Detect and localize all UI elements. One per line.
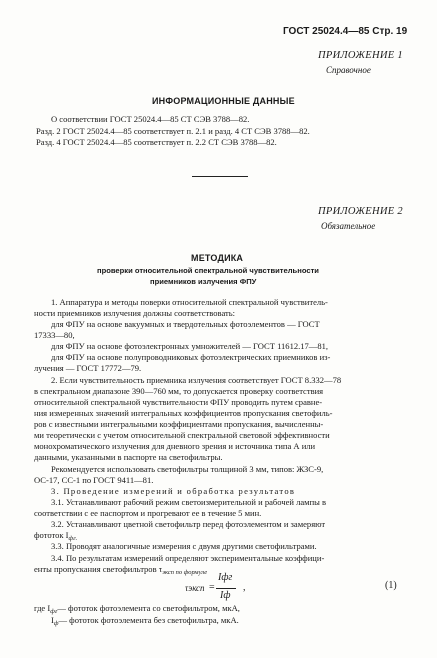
appendix-1-subtitle: Справочное xyxy=(326,65,371,75)
body-line: ности приемников излучения должны соответствовать: xyxy=(34,308,236,318)
body-line: ми теоретически с учетом относительной спектральной световой эффективности xyxy=(34,430,330,440)
appendix-1-line: О соответствии ГОСТ 25024.4—85 СТ СЭВ 3788—82. xyxy=(51,114,250,124)
body-line: для ФПУ на основе фотоэлектронных умножителей — ГОСТ 11612.17—81, xyxy=(51,341,329,351)
appendix-2-title: ПРИЛОЖЕНИЕ 2 xyxy=(318,206,403,217)
body-line: ния измеренных значений интегральных коэффициентов пропускания светофиль- xyxy=(34,408,333,418)
body-line: 2. Если чувствительность приемника излучения соответствует ГОСТ 8.332—78 xyxy=(51,375,342,385)
formula-number: (1) xyxy=(385,580,397,591)
body-line: соответствии с ее паспортом и прогревают ее в течение 5 мин. xyxy=(34,508,262,518)
body-line: данными, указанными в паспорте на светофильтры. xyxy=(34,452,223,462)
where-line-2 xyxy=(51,615,239,629)
body-line: 3.2. Устанавливают цветной светофильтр перед фотоэлементом и замеряют xyxy=(51,519,326,529)
where-lead: где I xyxy=(34,603,51,613)
where-subscript: фг xyxy=(50,608,58,615)
formula-equals: = xyxy=(209,582,215,593)
body-line-subscript: эксп по формуле xyxy=(162,569,208,576)
body-line: 1. Аппаратура и методы поверки относительной спектральной чувствитель- xyxy=(51,297,328,307)
appendix-2-heading-sub2: приемников излучения ФПУ xyxy=(150,277,257,286)
body-line: 3.3. Проводят аналогичные измерения с двумя другими светофильтрами. xyxy=(51,541,317,551)
body-line: 3.1. Устанавливают рабочий режим светоизмерительной и рабочей лампы в xyxy=(51,497,327,507)
appendix-1-line: Разд. 4 ГОСТ 25024.4—85 соответствует п. 2.2 СТ СЭВ 3788—82. xyxy=(36,137,277,147)
appendix-1-heading: ИНФОРМАЦИОННЫЕ ДАННЫЕ xyxy=(152,96,295,106)
section-divider xyxy=(192,176,248,177)
body-line: в спектральном диапазоне 390—760 мм, то допускается проверку соответствия xyxy=(34,386,324,396)
body-line: 17333—80, xyxy=(34,330,75,340)
formula-numerator: Iфг xyxy=(218,572,233,583)
appendix-1-title: ПРИЛОЖЕНИЕ 1 xyxy=(318,50,403,61)
body-line: ров с известными интегральными коэффициентами пропускания, вычисленны- xyxy=(34,419,324,429)
body-line-text: фототок I xyxy=(34,530,69,540)
formula-trailer: , xyxy=(243,582,246,593)
body-line: лучения — ГОСТ 17772—79. xyxy=(34,363,142,373)
body-line-text: енты пропускания светофильтров τ xyxy=(34,564,163,574)
where-text: — фототок фотоэлемента со светофильтром, мкА, xyxy=(57,603,240,613)
body-line: ОС-17, СС-1 по ГОСТ 9411—81. xyxy=(34,475,154,485)
formula-denominator: Iф xyxy=(220,590,231,601)
section-heading-line: 3. Проведение измерений и обработка результатов xyxy=(51,486,296,496)
body-line-subscript: фг. xyxy=(68,535,78,542)
formula-lhs: τэксп xyxy=(185,583,205,593)
body-line: 3.4. По результатам измерений определяют экспериментальные коэффици- xyxy=(51,553,325,563)
body-line: для ФПУ на основе полупроводниковых фотоэлектрических приемников из- xyxy=(51,352,331,362)
body-line: относительной спектральной чувствительности ФПУ проводить путем сравне- xyxy=(34,397,323,407)
appendix-2-subtitle: Обязательное xyxy=(321,221,376,231)
body-line: монохроматического излучения для дневного зрения и источника типа А или xyxy=(34,441,316,451)
appendix-1-line: Разд. 2 ГОСТ 25024.4—85 соответствует п. 2.1 и разд. 4 СТ СЭВ 3788—82. xyxy=(36,126,310,136)
body-line: Рекомендуется использовать светофильтры толщиной 3 мм, типов: ЖЗС-9, xyxy=(51,464,324,474)
where-text: — фототок фотоэлемента без светофильтра, мкА. xyxy=(58,615,239,625)
appendix-2-heading: МЕТОДИКА xyxy=(191,253,244,263)
where-subscript: ф xyxy=(53,620,59,627)
page-header: ГОСТ 25024.4—85 Стр. 19 xyxy=(283,26,408,37)
formula-fraction-bar xyxy=(216,588,236,589)
body-line: для ФПУ на основе вакуумных и твердотельных фотоэлементов — ГОСТ xyxy=(51,319,320,329)
appendix-2-heading-sub1: проверки относительной спектральной чувствительности xyxy=(97,266,319,275)
where-lead: I xyxy=(51,615,54,625)
body-line xyxy=(34,564,207,578)
